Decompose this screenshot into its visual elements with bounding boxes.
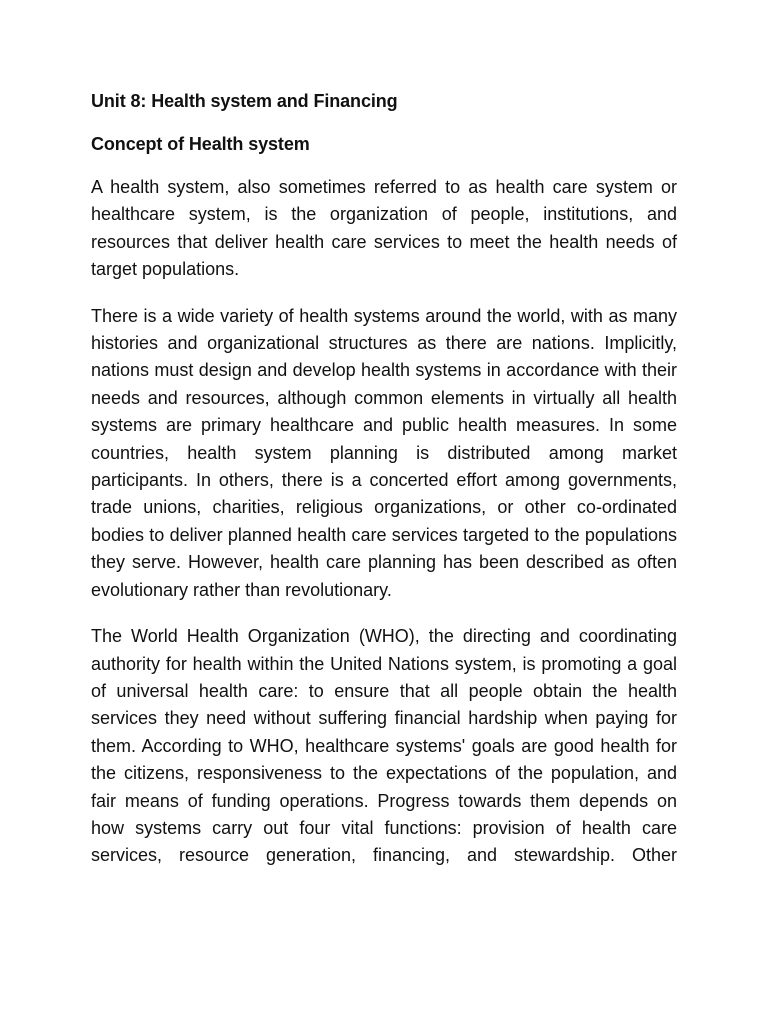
paragraph-who: The World Health Organization (WHO), the directing and coordinating authority for health within the United Nations system, is promoting a goal of universal health care: to ensure that all people obtain the health services they need without suffering financial hardship when paying for them. According to WHO, healthcare systems' goals are good health for the citizens, responsiveness to the expectations of the population, and fair means of funding operations. Progress towards them depends on how systems carry out four vital functions: provision of health care services, resource generation, financing, and stewardship. Other: [91, 626, 677, 866]
document-body: [91, 88, 677, 870]
paragraph-definition: A health system, also sometimes referred to as health care system or healthcare system, is the organization of people, institutions, and resources that deliver health care services to meet the health needs of target populations.: [91, 177, 677, 280]
unit-title: Unit 8: Health system and Financing: [91, 91, 398, 111]
paragraph-variety: There is a wide variety of health systems around the world, with as many histories and organizational structures as there are nations. Implicitly, nations must design and develop health systems in accordance with their needs and resources, although common elements in virtually all health systems are primary healthcare and public health measures. In some countries, health system planning is distributed among market participants. In others, there is a concerted effort among governments, trade unions, charities, religious organizations, or other co-ordinated bodies to deliver planned health care services targeted to the populations they serve. However, health care planning has been described as often evolutionary rather than revolutionary.: [91, 305, 677, 600]
section-title: Concept of Health system: [91, 134, 310, 154]
